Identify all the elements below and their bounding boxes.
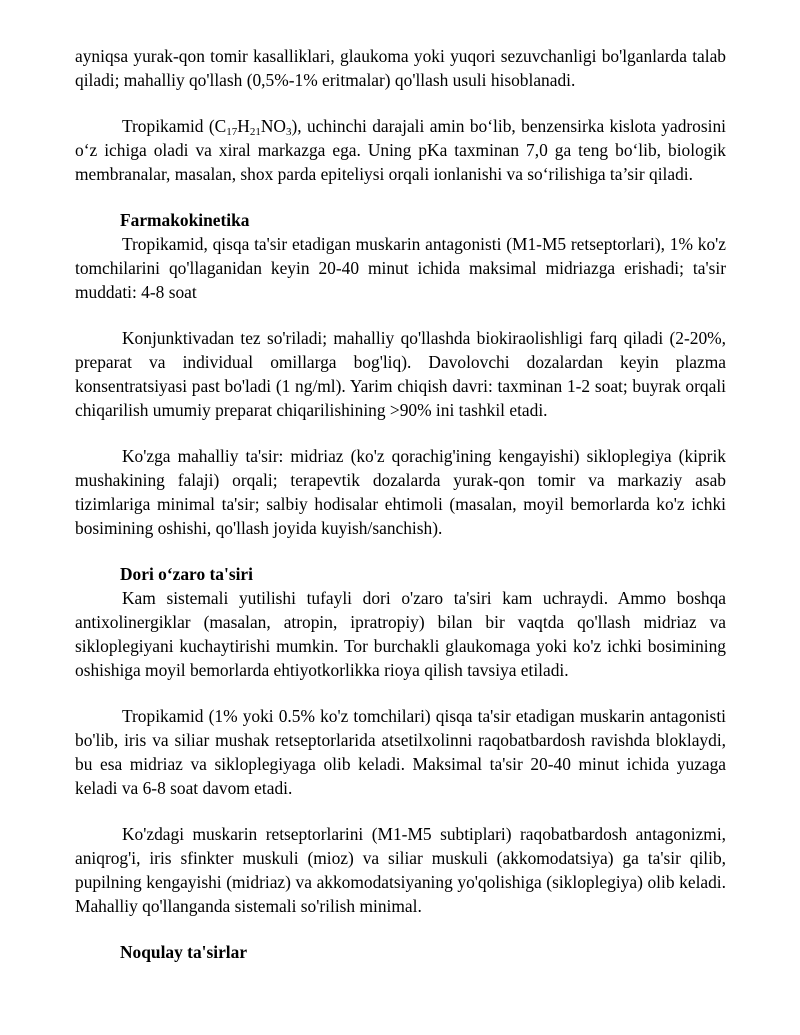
formula-subscript-h: 21: [249, 126, 261, 138]
document-page: [75, 44, 726, 964]
formula-no: NO: [260, 116, 286, 136]
paragraph-pharmacokinetics: Tropikamid, qisqa ta'sir etadigan muskarin antagonisti (M1-M5 retseptorlari), 1% ko'z tomchilarini qo'llaganidan keyin 20-40 minut ichida maksimal midriazga erishadi; ta'sir muddati: 4-8 soat: [75, 234, 726, 302]
paragraph-local-effect: Ko'zga mahalliy ta'sir: midriaz (ko'z qorachig'ining kengayishi) sikloplegiya (kiprik mushakining falaji) orqali; terapevtik dozalarda yurak-qon tomir va markaziy asab tizimlariga minimal ta'sir; salbiy hodisalar ehtimoli (masalan, moyil bemorlarda ko'z ichki bosimining oshishi, qo'llash joyida kuyish/sanchish).: [75, 446, 726, 538]
paragraph-absorption: Konjunktivadan tez so'riladi; mahalliy qo'llashda biokiraolishligi farq qiladi (2-20%, preparat va individual omillarga bog'liq). Davolovchi dozalardan keyin plazma konsentratsiyasi past bo'ladi (1 ng/ml). Yarim chiqish davri: taxminan 1-2 soat; buyrak orqali chiqarilish umumiy preparat chiqarilishining >90% ini tashkil etadi.: [75, 328, 726, 420]
paragraph-mechanism: Tropikamid (1% yoki 0.5% ko'z tomchilari) qisqa ta'sir etadigan muskarin antagonisti bo'lib, iris va siliar mushak retseptorlarida atsetilxolinni raqobatbardosh ravishda bloklaydi, bu esa midriaz va sikloplegiyaga olib keladi. Maksimal ta'sir 20-40 minut ichida yuzaga keladi va 6-8 soat davom etadi.: [75, 706, 726, 798]
heading-adverse-effects: Noqulay ta'sirlar: [120, 942, 248, 962]
paragraph-receptor-antagonism: Ko'zdagi muskarin retseptorlarini (M1-M5 subtiplari) raqobatbardosh antagonizmi, aniqrog'i, iris sfinkter muskuli (mioz) va siliar muskuli (akkomodatsiya) ga ta'sir qilib, pupilning kengayishi (midriaz) va akkomodatsiyaning yo'qolishiga (sikloplegiya) olib keladi. Mahalliy qo'llanganda sistemali so'rilish minimal.: [75, 824, 726, 916]
paragraph-drug-interactions: Kam sistemali yutilishi tufayli dori o'zaro ta'siri kam uchraydi. Ammo boshqa antixolinergiklar (masalan, atropin, ipratropiy) bilan bir vaqtda qo'llash midriaz va sikloplegiyani kuchaytirishi mumkin. Tor burchakli glaukomaga yoki ko'z ichki bosimining oshishiga moyil bemorlarda ehtiyotkorlikka rioya qilish tavsiya etiladi.: [75, 588, 726, 680]
paragraph-intro-continuation: ayniqsa yurak-qon tomir kasalliklari, glaukoma yoki yuqori sezuvchanligi bo'lganlarda talab qiladi; mahalliy qo'llash (0,5%-1% eritmalar) qo'llash usuli hisoblanadi.: [75, 46, 726, 90]
formula-h: H: [237, 116, 250, 136]
formula-prefix: Tropikamid (C: [122, 116, 227, 136]
formula-subscript-o: 3: [285, 126, 292, 138]
chemistry-text: ), uchinchi darajali amin bo‘lib, benzensirka kislota yadrosini o‘z ichiga oladi va xiral markazga ega. Uning pKa taxminan 7,0 ga teng bo‘lib, biologik membranalar, masalan, shox parda epiteliysi orqali ionlanishi va so‘rilishiga ta’sir qiladi.: [75, 116, 726, 184]
formula-subscript-c: 17: [226, 126, 238, 138]
paragraph-tropicamide-chemistry: [75, 114, 726, 186]
heading-drug-interactions: Dori o‘zaro ta'siri: [120, 564, 253, 584]
heading-pharmacokinetics: Farmakokinetika: [120, 210, 250, 230]
